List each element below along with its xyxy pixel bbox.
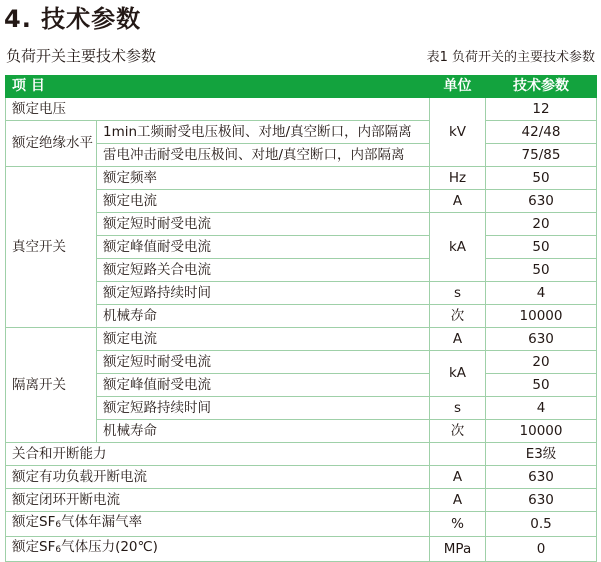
category-isolating-switch: 隔离开关 [6, 328, 97, 443]
param-label: 额定峰值耐受电流 [97, 236, 430, 259]
category-insulation: 额定绝缘水平 [6, 121, 97, 167]
label-text: 额定SF [12, 514, 56, 530]
value-cell: 0 [486, 537, 597, 562]
param-label: 额定短路持续时间 [97, 282, 430, 305]
label-subscript: 6 [55, 520, 62, 530]
param-label: 额定闭环开断电流 [6, 489, 430, 512]
value-cell: 20 [486, 351, 597, 374]
unit-cell: kA [430, 351, 486, 397]
value-cell: 10000 [486, 420, 597, 443]
unit-cell: s [430, 282, 486, 305]
value-cell: 630 [486, 190, 597, 213]
unit-cell: s [430, 397, 486, 420]
value-cell: 4 [486, 397, 597, 420]
table-row [6, 121, 597, 144]
param-label: 机械寿命 [97, 305, 430, 328]
unit-cell: 次 [430, 305, 486, 328]
param-label: 额定有功负载开断电流 [6, 466, 430, 489]
table-row [6, 443, 597, 466]
param-label [6, 512, 430, 537]
value-cell: 50 [486, 236, 597, 259]
unit-cell: A [430, 328, 486, 351]
param-label: 雷电冲击耐受电压极间、对地/真空断口，内部隔离 [97, 144, 430, 167]
param-label: 额定短时耐受电流 [97, 213, 430, 236]
param-label: 额定电压 [6, 98, 430, 121]
param-label: 1min工频耐受电压极间、对地/真空断口，内部隔离 [97, 121, 430, 144]
param-label: 关合和开断能力 [6, 443, 430, 466]
value-cell: 4 [486, 282, 597, 305]
header-unit: 单位 [430, 76, 486, 98]
table-row [6, 512, 597, 537]
label-text: 气体压力(20℃) [61, 539, 158, 555]
param-label: 额定电流 [97, 328, 430, 351]
value-cell: 50 [486, 259, 597, 282]
spec-table [5, 75, 597, 562]
table-subtitle: 负荷开关主要技术参数 [6, 47, 157, 65]
table-row [6, 328, 597, 351]
label-text: 额定SF [12, 539, 56, 555]
table-header-row [6, 76, 597, 98]
value-cell: E3级 [486, 443, 597, 466]
value-cell: 12 [486, 98, 597, 121]
unit-cell: % [430, 512, 486, 537]
param-label [6, 537, 430, 562]
value-cell: 0.5 [486, 512, 597, 537]
unit-cell [430, 443, 486, 466]
value-cell: 630 [486, 489, 597, 512]
unit-cell: A [430, 466, 486, 489]
category-vacuum-switch: 真空开关 [6, 167, 97, 328]
table-row [6, 537, 597, 562]
table-row [6, 489, 597, 512]
param-label: 额定电流 [97, 190, 430, 213]
unit-cell: A [430, 190, 486, 213]
table-row [6, 98, 597, 121]
value-cell: 630 [486, 466, 597, 489]
header-value: 技术参数 [486, 76, 597, 98]
value-cell: 42/48 [486, 121, 597, 144]
param-label: 机械寿命 [97, 420, 430, 443]
label-text: 气体年漏气率 [61, 514, 143, 530]
table-row [6, 167, 597, 190]
unit-cell: kA [430, 213, 486, 282]
param-label: 额定短路持续时间 [97, 397, 430, 420]
unit-cell: Hz [430, 167, 486, 190]
value-cell: 630 [486, 328, 597, 351]
header-item: 项 目 [6, 76, 430, 98]
value-cell: 75/85 [486, 144, 597, 167]
unit-cell: A [430, 489, 486, 512]
table-caption: 表1 负荷开关的主要技术参数 [426, 50, 595, 65]
unit-cell: MPa [430, 537, 486, 562]
param-label: 额定频率 [97, 167, 430, 190]
value-cell: 10000 [486, 305, 597, 328]
value-cell: 20 [486, 213, 597, 236]
unit-cell: kV [430, 98, 486, 167]
param-label: 额定短时耐受电流 [97, 351, 430, 374]
label-subscript: 6 [55, 545, 62, 555]
value-cell: 50 [486, 374, 597, 397]
param-label: 额定峰值耐受电流 [97, 374, 430, 397]
param-label: 额定短路关合电流 [97, 259, 430, 282]
section-title: 4. 技术参数 [4, 5, 142, 33]
value-cell: 50 [486, 167, 597, 190]
unit-cell: 次 [430, 420, 486, 443]
table-row [6, 466, 597, 489]
